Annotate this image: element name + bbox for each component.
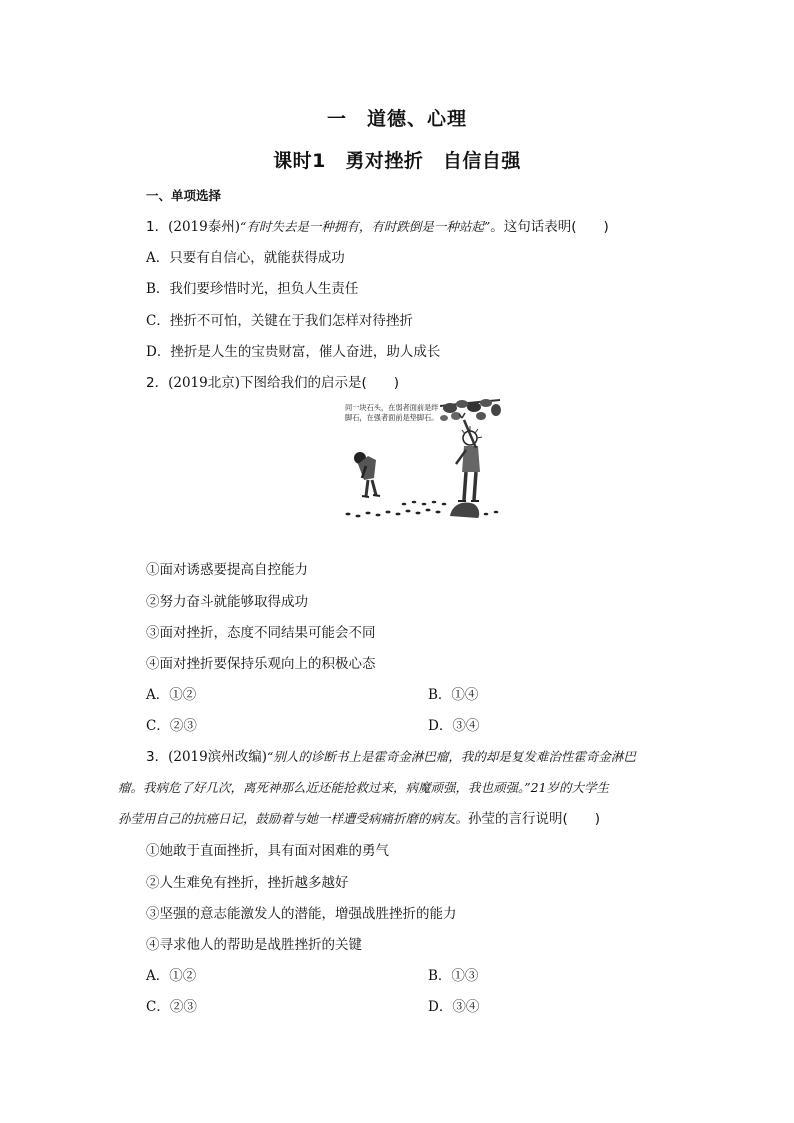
question-3-statement-3: ③坚强的意志能激发人的潜能，增强战胜挫折的能力	[146, 906, 457, 922]
lesson-title: 课时1 勇对挫折 自信自强	[273, 150, 521, 172]
cartoon-figure	[338, 398, 502, 522]
question-quote-line-2-tail: 21岁的大学生	[530, 780, 610, 795]
question-1-option-b: B．我们要珍惜时光，担负人生责任	[146, 281, 359, 297]
question-2-statement-4: ④面对挫折要保持乐观向上的积极心态	[146, 656, 376, 672]
question-3-statement-4: ④寻求他人的帮助是战胜挫折的关键	[146, 937, 362, 953]
question-quote-line-1: “别人的诊断书上是霍奇金淋巴瘤，我的却是复发难治性霍奇金淋巴	[266, 749, 636, 764]
question-1-option-a: A．只要有自信心，就能获得成功	[146, 250, 345, 266]
question-number: 1．	[146, 219, 169, 235]
question-2-option-a: A．①②	[146, 687, 197, 703]
question-tail: 。这句话表明( )	[490, 219, 609, 235]
question-source: (2019北京)	[168, 375, 240, 391]
question-quote-line-3: 孙莹用自己的抗癌日记，鼓励着与她一样遭受病痛折磨的病友。	[118, 811, 469, 826]
question-3-statement-1: ①她敢于直面挫折，具有面对困难的勇气	[146, 843, 389, 859]
section-heading: 一、单项选择	[146, 188, 222, 203]
question-2-statement-2: ②努力奋斗就能够取得成功	[146, 594, 308, 610]
question-3-option-b: B．①③	[428, 968, 479, 984]
question-2-stem	[146, 374, 399, 392]
figure-caption: 同一块石头，在弱者面前是绊脚石，在强者面前是垫脚石。	[345, 403, 439, 422]
question-3-option-d: D．③④	[428, 999, 480, 1015]
question-3-stem-line-2	[118, 779, 609, 797]
question-3-statement-2: ②人生难免有挫折，挫折越多越好	[146, 875, 349, 891]
question-quote: “有时失去是一种拥有，有时跌倒是一种站起”	[239, 219, 491, 234]
question-2-option-c: C．②③	[146, 718, 197, 734]
question-quote-line-2: 瘤。我病危了好几次，离死神那么近还能抢救过来，病魔顽强，我也顽强。”	[118, 780, 531, 795]
question-2-statement-1: ①面对诱惑要提高自控能力	[146, 562, 308, 578]
question-source: (2019泰州)	[168, 219, 240, 235]
question-number: 3．	[146, 749, 169, 765]
question-2-statement-3: ③面对挫折，态度不同结果可能会不同	[146, 625, 376, 641]
question-number: 2．	[146, 375, 169, 391]
question-3-stem-line-3	[118, 810, 600, 828]
question-2-option-b: B．①④	[428, 687, 479, 703]
question-1-stem	[146, 218, 609, 236]
question-tail: 下图给我们的启示是( )	[239, 375, 400, 391]
question-3-stem-line-1	[146, 748, 636, 766]
question-3-option-c: C．②③	[146, 999, 197, 1015]
question-2-option-d: D．③④	[428, 718, 480, 734]
question-source: (2019滨州改编)	[168, 749, 267, 765]
question-tail: 孙莹的言行说明( )	[468, 811, 601, 827]
unit-title: 一 道德、心理	[326, 108, 467, 130]
question-3-option-a: A．①②	[146, 968, 197, 984]
question-1-option-c: C．挫折不可怕，关键在于我们怎样对待挫折	[146, 313, 413, 329]
question-1-option-d: D．挫折是人生的宝贵财富，催人奋进，助人成长	[146, 344, 441, 360]
